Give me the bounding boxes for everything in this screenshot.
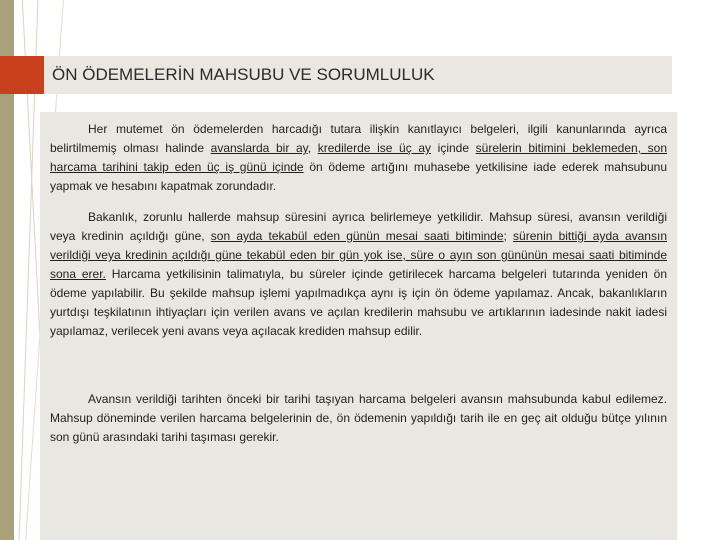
- paragraph-3: [50, 390, 667, 447]
- paragraph-text: Her mutemet ön ödemelerden harcadığı tutara ilişkin kanıtlayıcı belgeleri, ilgili kanunlarında ayrıca belirtilmemiş olması halinde: [50, 122, 667, 155]
- underlined-text: kredilerde ise üç ay: [317, 141, 432, 155]
- paragraph-text: içinde: [431, 141, 476, 155]
- underlined-text: sürelerin bitimini beklemeden, son harcama tarihini takip eden üç iş günü içinde: [50, 141, 668, 174]
- paragraph-2: [50, 208, 667, 341]
- paragraph-text: ;: [503, 229, 514, 243]
- paragraph-text: ön ödeme artığını muhasebe yetkilisine iade ederek mahsubunu yapmak ve hesabını kapatmak zorundadır.: [50, 160, 667, 193]
- paragraph-text: ,: [307, 141, 318, 155]
- underlined-text: son ayda tekabül eden günün mesai saati bitiminde: [210, 229, 504, 243]
- title-accent-block: [0, 56, 44, 94]
- underlined-text: sürenin bittiği ayda avansın verildiği veya kredinin açıldığı güne tekabül eden bir gün yok ise, süre o ayın son gününün mesai saati bitiminde sona erer.: [50, 229, 667, 281]
- paragraph-1: [50, 120, 667, 196]
- paragraph-text: Bakanlık, zorunlu hallerde mahsup süresini ayrıca belirlemeye yetkilidir. Mahsup süresi, avansın verildiği veya kredinin açıldığı güne,: [50, 210, 667, 243]
- paragraph-text: Avansın verildiği tarihten önceki bir tarihi taşıyan harcama belgeleri avansın mahsubunda kabul edilemez. Mahsup döneminde verilen harcama belgelerinin de, ön ödemenin yapıldığı tarih ile en geç ait olduğu bütçe yılının son günü arasındaki tarihi taşıması gerekir.: [50, 392, 667, 444]
- underlined-text: avanslarda bir ay: [210, 141, 308, 155]
- paragraph-text: Harcama yetkilisinin talimatıyla, bu süreler içinde getirilecek harcama belgeleri tutarında yeniden ön ödeme yapılabilir. Bu şekilde mahsup işlemi yapılmadıkça aynı iş için ön ödeme yapılamaz. Ancak, bakanlıkların yurtdışı teşkilatının ihtiyaçları için verilen avans ve açılan kredilerin mahsubu ve artıklarının iadesinde nakit iadesi yapılamaz, verilecek yeni avans veya açılacak krediden mahsup edilir.: [50, 267, 667, 338]
- slide-title: ÖN ÖDEMELERİN MAHSUBU VE SORUMLULUK: [52, 65, 435, 84]
